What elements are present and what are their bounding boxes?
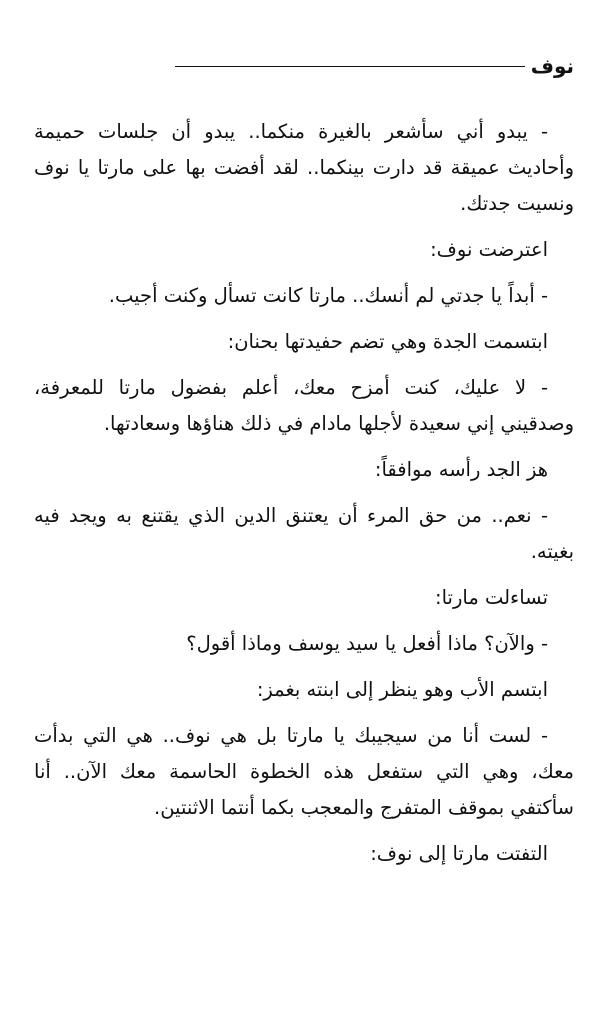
paragraph-gap [34,708,574,718]
paragraph-gap [34,442,574,452]
paragraph-narration: ابتسم الأب وهو ينظر إلى ابنته بغمز: [256,678,548,701]
paragraph-narration: اعترضت نوف: [430,238,548,261]
body-text [34,114,574,872]
paragraph-dialogue: - أبداً يا جدتي لم أنسك.. مارتا كانت تسأل وكنت أجيب. [108,284,548,307]
paragraph-dialogue: - يبدو أني سأشعر بالغيرة منكما.. يبدو أن جلسات حميمة وأحاديث عميقة قد دارت بينكما.. لقد أفضت بها على مارتا يا نوف ونسيت جدتك. [34,120,574,215]
paragraph-gap [34,268,574,278]
paragraph-gap [34,662,574,672]
running-header [175,52,574,80]
paragraph-gap [34,314,574,324]
paragraph-gap [34,360,574,370]
paragraph-gap [34,826,574,836]
paragraph-dialogue: - والآن؟ ماذا أفعل يا سيد يوسف وماذا أقول؟ [186,632,548,655]
paragraph-gap [34,570,574,580]
paragraph-narration: التفتت مارتا إلى نوف: [370,842,548,865]
paragraph-gap [34,222,574,232]
paragraph-narration: ابتسمت الجدة وهي تضم حفيدتها بحنان: [227,330,548,353]
paragraph-narration: تساءلت مارتا: [435,586,548,609]
paragraph-dialogue: - لست أنا من سيجيبك يا مارتا بل هي نوف.. هي التي بدأت معك، وهي التي ستفعل هذه الخطوة الحاسمة معك الآن.. أنا سأكتفي بموقف المتفرج والمعجب بكما أنتما الاثنتين. [34,724,574,819]
paragraph-dialogue: - نعم.. من حق المرء أن يعتنق الدين الذي يقتنع به ويجد فيه بغيته. [34,504,574,563]
paragraph-narration: هز الجد رأسه موافقاً: [374,458,548,481]
header-title: نوف [530,54,574,78]
paragraph-dialogue: - لا عليك، كنت أمزح معك، أعلم بفضول مارتا للمعرفة، وصدقيني إني سعيدة لأجلها مادام في ذلك هناؤها وسعادتها. [34,376,574,435]
paragraph-gap [34,488,574,498]
paragraph-gap [34,616,574,626]
header-rule [175,66,525,67]
